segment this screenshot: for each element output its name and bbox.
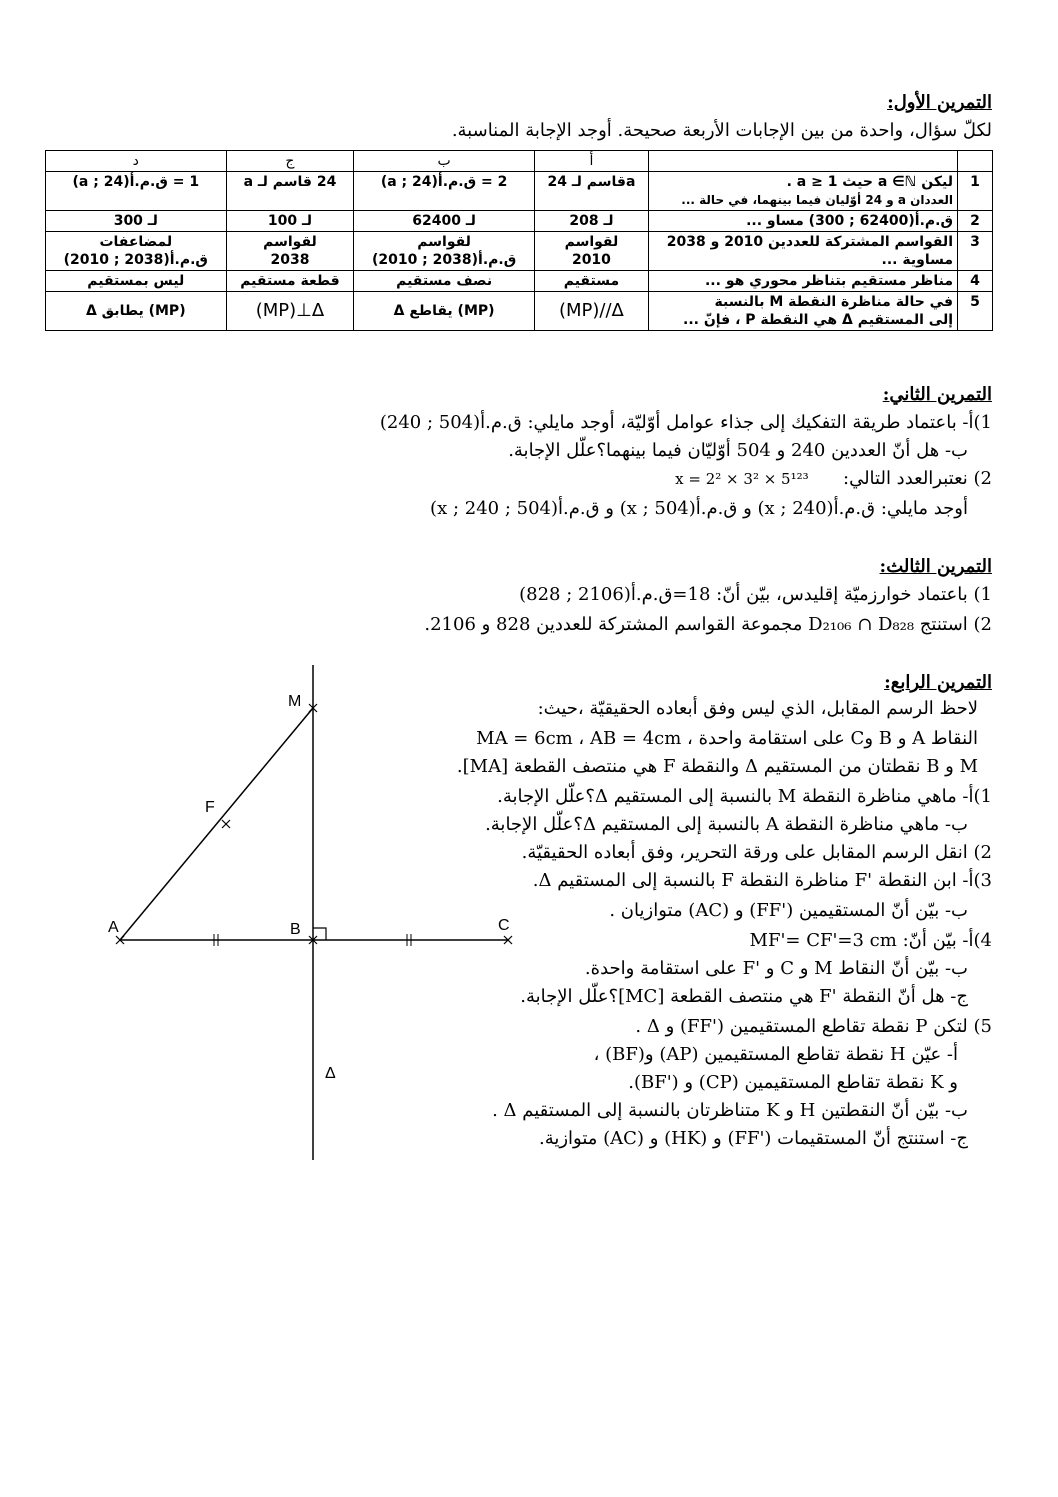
row-number: 1	[958, 172, 993, 211]
header-num	[958, 151, 993, 172]
ex4-line: 1)أ- ماهي مناظرة النقطة M بالنسبة إلى المستقيم Δ؟علّل الإجابة.	[497, 786, 992, 807]
ex2-line3	[675, 468, 992, 489]
answer-a-line2: 2010	[571, 252, 611, 268]
answer-c	[226, 292, 354, 331]
row-question	[649, 292, 958, 331]
row-number: 4	[958, 271, 993, 292]
row-number: 5	[958, 292, 993, 331]
table-row	[46, 271, 993, 292]
answer-c-text: (MP)⊥Δ	[255, 300, 325, 321]
answer-b: نصف مستقيم	[354, 271, 535, 292]
answer-c: قطعة مستقيم	[226, 271, 354, 292]
answer-d-line2: ق.م.أ(2038 ; 2010)	[63, 252, 208, 268]
answer-d: 1 = ق.م.أ(24 ; a)	[46, 172, 227, 211]
ex2-line4: أوجد مايلي: ق.م.أ(240 ; x) و ق.م.أ(504 ; x) و ق.م.أ(504 ; 240 ; x)	[430, 498, 968, 519]
question-line: ليكن a ∈ℕ حيث a ≥ 1 .	[786, 174, 953, 190]
label-b: B	[290, 921, 301, 938]
row-number: 2	[958, 211, 993, 232]
ex4-line: 5) لتكن P نقطة تقاطع المستقيمين ('FF) و Δ .	[635, 1016, 992, 1037]
answer-d: ليس بمستقيم	[46, 271, 227, 292]
geometry-figure	[100, 660, 530, 1170]
table-row	[46, 172, 993, 211]
question-line: مساوية ...	[881, 252, 953, 268]
ex4-line: 4)أ- بيّن أنّ: MF'= CF'=3 cm	[749, 930, 992, 951]
ex1-title: التمرين الأول:	[887, 92, 992, 113]
answer-a: مستقيم	[534, 271, 648, 292]
row-question: مناظر مستقيم بتناظر محوري هو ...	[649, 271, 958, 292]
segment-am	[120, 708, 313, 940]
table-header-row	[46, 151, 993, 172]
ex4-title: التمرين الرابع:	[884, 672, 992, 693]
ex4-line: أ- عيّن H نقطة تقاطع المستقيمين (AP) و(BF) ،	[593, 1044, 958, 1065]
answer-c-line2: 2038	[270, 252, 310, 268]
answer-b-line1: لقواسم	[417, 234, 471, 250]
answer-c	[226, 232, 354, 271]
label-delta: Δ	[325, 1065, 336, 1082]
ex4-line: ج- استنتج أنّ المستقيمات ('FF) و (HK) و (AC) متوازية.	[538, 1128, 968, 1149]
ex4-line: لاحظ الرسم المقابل، الذي ليس وفق أبعاده الحقيقيّة ،حيث:	[537, 698, 978, 719]
row-question: ق.م.أ(62400 ; 300) مساو ...	[649, 211, 958, 232]
label-a: A	[108, 919, 119, 936]
ex4-line: ب- ماهي مناظرة النقطة A بالنسبة إلى المستقيم Δ؟علّل الإجابة.	[485, 814, 968, 835]
label-c: C	[498, 917, 510, 934]
answer-a-line1: لقواسم	[564, 234, 619, 250]
answer-d	[46, 232, 227, 271]
ex3-line2: 2) استنتج D₂₁₀₆ ∩ D₈₂₈ مجموعة القواسم المشتركة للعددين 828 و 2106.	[424, 614, 992, 635]
answer-b-line2: ق.م.أ(2038 ; 2010)	[371, 252, 517, 268]
ex4-line: النقاط A و B وC على استقامة واحدة ، MA = 6cm ، AB = 4cm	[476, 728, 978, 749]
answer-a-text: (MP)//Δ	[559, 300, 624, 321]
question-line: إلى المستقيم Δ هي النقطة P ، فإنّ ...	[683, 312, 953, 328]
ex4-line: ج- هل أنّ النقطة 'F هي منتصف القطعة [MC]؟علّل الإجابة.	[520, 986, 968, 1007]
ex4-line: M و B نقطتان من المستقيم Δ والنقطة F هي منتصف القطعة [MA].	[456, 756, 978, 777]
answer-a	[534, 232, 648, 271]
ex2-line3-text: 2) نعتبرالعدد التالي:	[843, 468, 992, 489]
answer-a: لـ 208	[534, 211, 648, 232]
answer-c-line1: لقواسم	[263, 234, 317, 250]
header-d: د	[46, 151, 227, 172]
question-line: العددان a و 24 أوّليان فيما بينهما، في حالة ...	[681, 193, 953, 207]
label-f: F	[205, 799, 215, 816]
header-a: أ	[534, 151, 648, 172]
ex4-line: ب- بيّن أنّ النقطتين H و K متناظرتان بالنسبة إلى المستقيم Δ .	[492, 1100, 968, 1121]
ex2-line2: ب- هل أنّ العددين 240 و 504 أوّليّان فيما بينهما؟علّل الإجابة.	[508, 440, 968, 461]
ex1-intro: لكلّ سؤال، واحدة من بين الإجابات الأربعة صحيحة. أوجد الإجابة المناسبة.	[451, 120, 992, 141]
header-question	[649, 151, 958, 172]
answer-c: 24 قاسم لـ a	[226, 172, 354, 211]
answer-b	[354, 232, 535, 271]
question-line: في حالة مناظرة النقطة M بالنسبة	[714, 294, 953, 310]
ex3-line1: 1) باعتماد خوارزميّة إقليدس، بيّن أنّ: 18=ق.م.أ(2106 ; 828)	[519, 584, 992, 605]
answer-d: (MP) يطابق Δ	[46, 292, 227, 331]
ex2-title: التمرين الثاني:	[882, 384, 992, 405]
qcm-table	[45, 150, 993, 331]
row-question	[649, 172, 958, 211]
answer-c: لـ 100	[226, 211, 354, 232]
table-row	[46, 232, 993, 271]
ex3-title: التمرين الثالث:	[879, 556, 992, 577]
answer-b: 2 = ق.م.أ(24 ; a)	[354, 172, 535, 211]
label-m: M	[288, 693, 302, 710]
answer-d: لـ 300	[46, 211, 227, 232]
row-question	[649, 232, 958, 271]
answer-a	[534, 292, 648, 331]
ex2-line1: 1)أ- باعتماد طريقة التفكيك إلى جذاء عوامل أوّليّة، أوجد مايلي: ق.م.أ(504 ; 240)	[379, 412, 992, 433]
answer-b: (MP) يقاطع Δ	[354, 292, 535, 331]
answer-b: لـ 62400	[354, 211, 535, 232]
point-markers	[116, 704, 512, 944]
question-line: القواسم المشتركة للعددين 2010 و 2038	[666, 234, 953, 250]
answer-d-line1: لمضاعفات	[99, 234, 173, 250]
ex4-line: ب- بيّن أنّ المستقيمين ('FF) و (AC) متوازيان .	[609, 900, 968, 921]
header-c: ج	[226, 151, 354, 172]
table-row	[46, 211, 993, 232]
ex4-line: ب- بيّن أنّ النقاط M و C و 'F على استقامة واحدة.	[584, 958, 968, 979]
answer-a: aقاسم لـ 24	[534, 172, 648, 211]
ex2-formula: x = 2² × 3² × 5¹²³	[675, 470, 809, 488]
ex4-line: 2) انقل الرسم المقابل على ورقة التحرير، وفق أبعاده الحقيقيّة.	[521, 842, 992, 863]
header-b: ب	[354, 151, 535, 172]
ex4-line: و K نقطة تقاطع المستقيمين (CP) و ('BF).	[628, 1072, 958, 1093]
row-number: 3	[958, 232, 993, 271]
table-row	[46, 292, 993, 331]
ex4-line: 3)أ- ابن النقطة 'F مناظرة النقطة F بالنسبة إلى المستقيم Δ.	[532, 870, 992, 891]
